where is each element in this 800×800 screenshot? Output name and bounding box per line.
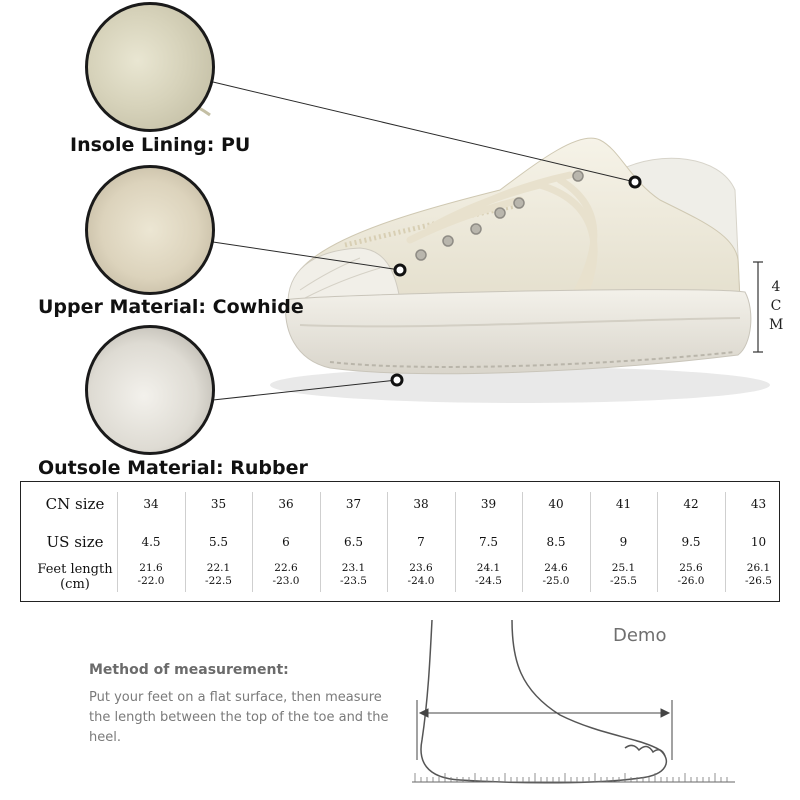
- feet-length-min: 22.1: [206, 562, 231, 574]
- feet-length-header: [29, 562, 121, 592]
- length-arrow: [417, 700, 672, 760]
- height-char: M: [769, 317, 784, 333]
- us-size-cell: 9.5: [681, 535, 701, 549]
- size-table: [20, 481, 780, 602]
- feet-length-min: 24.6: [544, 562, 568, 574]
- feet-length-min: 23.6: [409, 562, 433, 574]
- feet-length-cell: [457, 562, 521, 588]
- feet-length-min: 26.1: [746, 562, 771, 574]
- measurement-title: Method of measurement:: [89, 662, 289, 678]
- feet-length-cell: [119, 562, 183, 588]
- upper-detail-thumbnail: [85, 165, 215, 295]
- us-size-cell: 10: [750, 535, 767, 549]
- outsole-detail-thumbnail: [85, 325, 215, 455]
- column-divider: [657, 492, 658, 592]
- us-size-cell: 7: [417, 535, 425, 549]
- us-size-cell: 5.5: [208, 535, 229, 549]
- feet-length-cell: [659, 562, 723, 588]
- demo-label: Demo: [613, 625, 667, 646]
- us-size-cell: 6: [282, 535, 290, 549]
- us-size-cell: 7.5: [478, 535, 499, 549]
- feet-length-min: 25.6: [679, 562, 703, 574]
- cn-size-row: [21, 488, 779, 520]
- us-size-cell: 8.5: [546, 535, 566, 549]
- column-divider: [252, 492, 253, 592]
- column-divider: [590, 492, 591, 592]
- column-divider: [725, 492, 726, 592]
- feet-length-max: -25.0: [542, 575, 570, 587]
- feet-length-cell: [322, 562, 386, 588]
- insole-label: Insole Lining: PU: [70, 134, 251, 156]
- feet-length-min: 22.6: [274, 562, 298, 574]
- height-char: C: [770, 298, 782, 314]
- feet-length-header-line1: Feet length: [37, 562, 113, 577]
- platform-height-label: [769, 278, 783, 335]
- platform-sole: [286, 290, 751, 374]
- column-divider: [387, 492, 388, 592]
- feet-length-cell: [524, 562, 588, 588]
- height-bracket: [753, 262, 763, 352]
- cn-size-cell: 40: [548, 497, 564, 511]
- us-size-cell: 6.5: [343, 535, 364, 549]
- cn-size-cell: 42: [683, 497, 699, 511]
- insole-detail-thumbnail: [85, 2, 215, 132]
- feet-length-min: 25.1: [611, 562, 636, 574]
- feet-length-cell: [592, 562, 656, 588]
- feet-length-cell: [254, 562, 318, 588]
- feet-length-max: -23.0: [272, 575, 300, 587]
- feet-length-max: -24.0: [407, 575, 435, 587]
- column-divider: [117, 492, 118, 592]
- cn-size-cell: 39: [480, 497, 497, 511]
- cn-size-cell: 35: [210, 497, 227, 511]
- feet-length-cell: [727, 562, 791, 588]
- feet-length-cell: [389, 562, 453, 588]
- cn-size-cell: 36: [278, 497, 294, 511]
- column-divider: [455, 492, 456, 592]
- feet-length-max: -23.5: [340, 575, 367, 587]
- cn-size-cell: 43: [750, 497, 767, 511]
- us-size-row: [21, 526, 779, 558]
- upper-label: Upper Material: Cowhide: [38, 296, 304, 318]
- feet-length-max: -26.5: [745, 575, 772, 587]
- feet-length-min: 21.6: [139, 562, 163, 574]
- feet-length-max: -22.0: [137, 575, 165, 587]
- column-divider: [522, 492, 523, 592]
- us-size-header: US size: [46, 533, 104, 551]
- feet-length-cell: [187, 562, 251, 588]
- us-size-cell: 9: [619, 535, 628, 549]
- cn-size-cell: 37: [345, 497, 362, 511]
- cn-size-cell: 34: [143, 497, 159, 511]
- cn-size-cell: 41: [615, 497, 632, 511]
- feet-length-max: -24.5: [475, 575, 502, 587]
- cn-size-header: CN size: [45, 495, 105, 513]
- measurement-instructions: Put your feet on a flat surface, then measure the length between the top of the toe and the heel.: [89, 690, 389, 745]
- feet-length-row: [21, 560, 779, 600]
- feet-length-min: 24.1: [476, 562, 501, 574]
- feet-length-max: -25.5: [610, 575, 637, 587]
- height-char: 4: [771, 279, 781, 295]
- feet-length-max: -26.0: [677, 575, 705, 587]
- us-size-cell: 4.5: [141, 535, 161, 549]
- column-divider: [320, 492, 321, 592]
- feet-length-min: 23.1: [341, 562, 366, 574]
- feet-length-header-line2: (cm): [60, 577, 90, 592]
- outsole-label: Outsole Material: Rubber: [38, 457, 308, 479]
- column-divider: [185, 492, 186, 592]
- cn-size-cell: 38: [413, 497, 429, 511]
- feet-length-max: -22.5: [205, 575, 232, 587]
